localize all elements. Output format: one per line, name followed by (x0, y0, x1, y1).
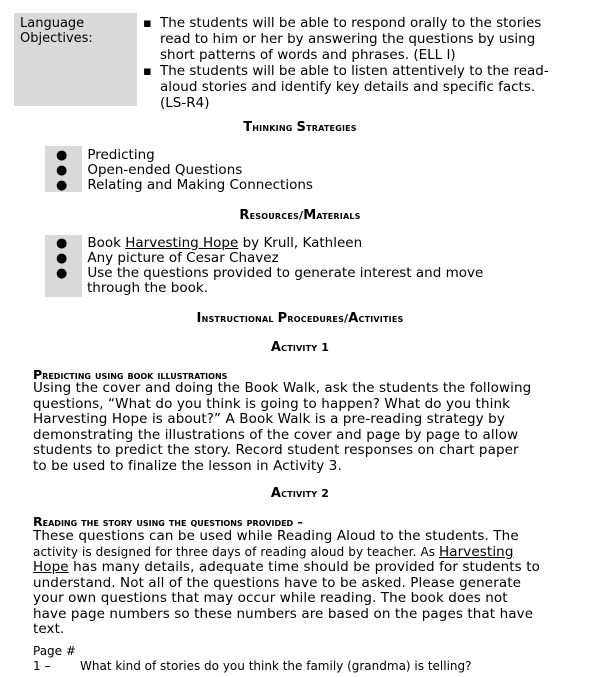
paragraph-line: These questions can be used while Reading Aloud to the students. The (33, 528, 519, 544)
book-title: Hope (33, 559, 69, 575)
resources-list (56, 236, 483, 296)
activity-2-paragraph (33, 529, 588, 638)
paragraph-line: understand. Not all of the questions have to be asked. Please generate (33, 574, 522, 591)
procedures-heading: Instructional Procedures/Activities (196, 311, 404, 326)
thinking-strategies-heading: Thinking Strategies (243, 120, 357, 135)
list-item: ● Open-ended Questions (56, 162, 243, 178)
paragraph-line: your own questions that may occur while reading. The book does not (33, 590, 508, 606)
list-item: ● Book Harvesting Hope by Krull, Kathleen (56, 235, 363, 251)
bullet-icon: ● (56, 236, 68, 251)
label-line: Objectives: (20, 31, 93, 46)
bullet-icon: ● (56, 266, 68, 281)
objective-line: (LS-R4) (160, 94, 210, 111)
paragraph-line: Hope has many details, adequate time should be provided for students to (33, 559, 540, 575)
paragraph-line: Using the cover and doing the Book Walk, ask the students the following (33, 380, 532, 396)
paragraph-line: students to predict the story. Record student responses on chart paper (33, 442, 519, 458)
objective-item (143, 64, 593, 111)
objective-line: read to him or her by answering the questions by using (160, 30, 536, 47)
paragraph-line: demonstrating the illustrations of the cover and page by page to allow (33, 426, 519, 443)
list-item: ● Any picture of Cesar Chavez (56, 250, 279, 266)
activity-2-heading: Activity 2 (270, 486, 330, 501)
objective-line: The students will be able to respond orally to the stories (160, 15, 542, 31)
activity-2-subheading: Reading the story using the questions provided – (33, 514, 303, 529)
bullet-icon: ● (56, 148, 68, 163)
objective-line: short patterns of words and phrases. (ELL I) (160, 46, 456, 63)
square-bullet-icon: ▪ (143, 16, 152, 31)
question-number: 1 – (33, 659, 51, 673)
bullet-icon: ● (56, 178, 68, 193)
activity-1-heading: Activity 1 (270, 340, 330, 355)
objective-item (143, 16, 593, 63)
list-item: ● Predicting (56, 147, 155, 163)
language-objectives-label (14, 13, 137, 106)
page-number-label: Page # (33, 644, 76, 658)
bullet-icon: ● (56, 251, 68, 266)
list-item: ● Relating and Making Connections (56, 177, 313, 193)
paragraph-line: Harvesting Hope is about?” A Book Walk is a pre-reading strategy by (33, 411, 505, 427)
resources-heading: Resources/Materials (239, 208, 361, 223)
square-bullet-icon: ▪ (143, 64, 152, 79)
paragraph-line: questions, “What do you think is going to happen? What do you think (33, 395, 511, 412)
paragraph-line: text. (33, 621, 65, 637)
paragraph-line: to be used to finalize the lesson in Activity 3. (33, 457, 342, 474)
book-title: Harvesting (439, 543, 514, 560)
objective-line: The students will be able to listen attentively to the read- (160, 63, 549, 79)
question-text: What kind of stories do you think the family (grandma) is telling? (80, 659, 472, 673)
paragraph-line: have page numbers so these numbers are based on the pages that have (33, 605, 534, 622)
activity-1-subheading: Predicting using book illustrations (33, 367, 228, 382)
label-line: Language (20, 16, 85, 31)
list-item: ● Use the questions provided to generate interest and move (56, 265, 484, 281)
list-item-continuation: through the book. (87, 280, 208, 296)
bullet-icon: ● (56, 163, 68, 178)
activity-1-paragraph (33, 381, 588, 474)
objective-line: aloud stories and identify key details and specific facts. (160, 78, 536, 95)
thinking-list (56, 148, 313, 193)
paragraph-line: activity is designed for three days of reading aloud by teacher. As Harvesting (33, 543, 514, 560)
